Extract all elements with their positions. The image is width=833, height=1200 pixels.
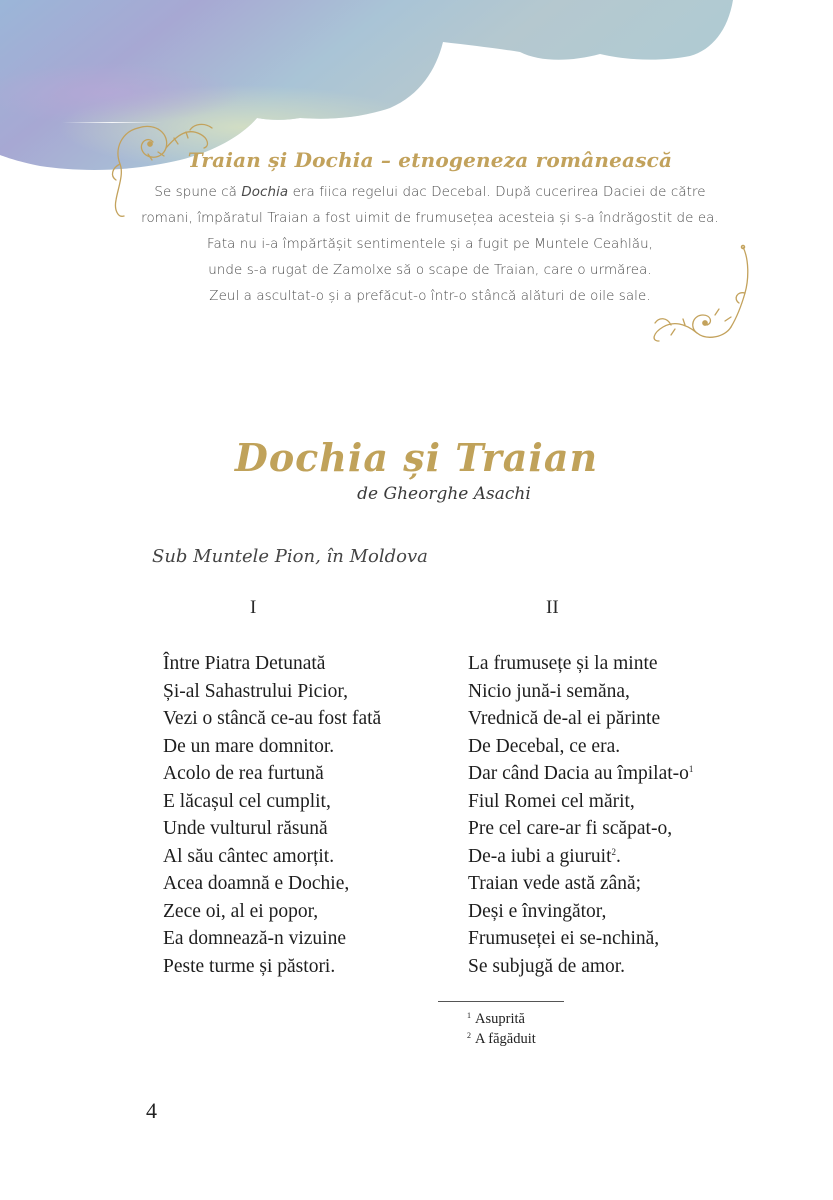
intro-line: unde s-a rugat de Zamolxe să o scape de Traian, care o urmărea. [208, 263, 652, 278]
intro-line: Zeul a ascultat-o și a prefăcut-o într-o stâncă alături de oile sale. [209, 289, 651, 304]
intro-line: Fata nu i-a împărtășit sentimentele și a fugit pe Muntele Ceahlău, [206, 237, 654, 252]
poem-line: De Decebal, ce era. [468, 735, 621, 757]
footnote-item [467, 1009, 536, 1029]
footnote-divider [438, 1001, 564, 1002]
poem-line: Vezi o stâncă ce-au fost fată [163, 708, 382, 729]
poem-line: Zece oi, al ei popor, [163, 900, 319, 922]
stanza-2 [468, 650, 693, 980]
poem-line-tail: . [616, 845, 621, 867]
poem-line: La frumusețe și la minte [468, 653, 658, 674]
intro-title: Traian și Dochia – etnogeneza românească [187, 148, 673, 172]
poem-line: Ea domnează-n vizuine [163, 928, 346, 949]
intro-emphasis: Dochia [241, 185, 289, 200]
poem-line: Acea doamnă e Dochie, [163, 873, 350, 894]
poem-line: Vrednică de-al ei părinte [468, 708, 661, 729]
poem-line-text: De-a iubi a giuruit [468, 845, 612, 867]
poem-line [468, 760, 693, 788]
footnote-marker: 1 [467, 1011, 471, 1020]
footnote-text: Asuprită [475, 1011, 525, 1027]
poem-line: Traian vede astă zână; [468, 873, 642, 894]
poem-line: Nicio jună-i semăna, [468, 680, 630, 702]
poem-line: Și-al Sahastrului Picior, [163, 680, 348, 702]
intro-text-segment: era fiica regelui dac Decebal. După cucerirea Daciei de către [288, 185, 706, 200]
poem-line: Peste turme și păstori. [163, 955, 336, 977]
poem-line: Între Piatra Detunată [163, 653, 326, 674]
intro-paragraph [110, 180, 750, 310]
poem-line-text: Dar când Dacia au împilat-o [468, 763, 689, 784]
stanza-number: II [546, 597, 559, 618]
poem-line: Se subjugă de amor. [468, 955, 626, 977]
stanza-1 [163, 650, 381, 980]
poem-location: Sub Muntele Pion, în Moldova [152, 546, 428, 567]
poem-line: Fiul Romei cel mărit, [468, 790, 635, 812]
poem-author: de Gheorghe Asachi [357, 484, 531, 504]
poem-line: De un mare domnitor. [163, 735, 335, 757]
footnote-marker: 2 [611, 846, 616, 857]
footnote-item [467, 1029, 536, 1049]
intro-line [110, 180, 750, 206]
poem-line [468, 843, 693, 871]
stanza-number: I [250, 597, 257, 618]
poem-line: Al său cântec amorțit. [163, 845, 335, 867]
intro-line: romani, împăratul Traian a fost uimit de frumusețea acesteia și s-a îndrăgostit de ea. [141, 211, 719, 226]
page-number: 4 [146, 1098, 157, 1123]
footnote-text: A făgăduit [475, 1031, 536, 1047]
footnote-marker: 1 [688, 764, 694, 774]
footnote-marker: 2 [467, 1031, 471, 1040]
poem-line: Deși e învingător, [468, 900, 607, 922]
intro-section [110, 146, 750, 310]
footnotes [467, 1009, 536, 1049]
poem-line: Unde vulturul răsună [163, 818, 328, 839]
poem-line: E lăcașul cel cumplit, [163, 790, 331, 812]
poem-title: Dochia și Traian [234, 435, 599, 481]
poem-line: Acolo de rea furtună [163, 763, 324, 784]
poem-line: Pre cel care-ar fi scăpat-o, [468, 818, 673, 839]
intro-text-segment: Se spune că [154, 185, 242, 200]
poem-line: Frumuseței ei se-nchină, [468, 928, 660, 949]
